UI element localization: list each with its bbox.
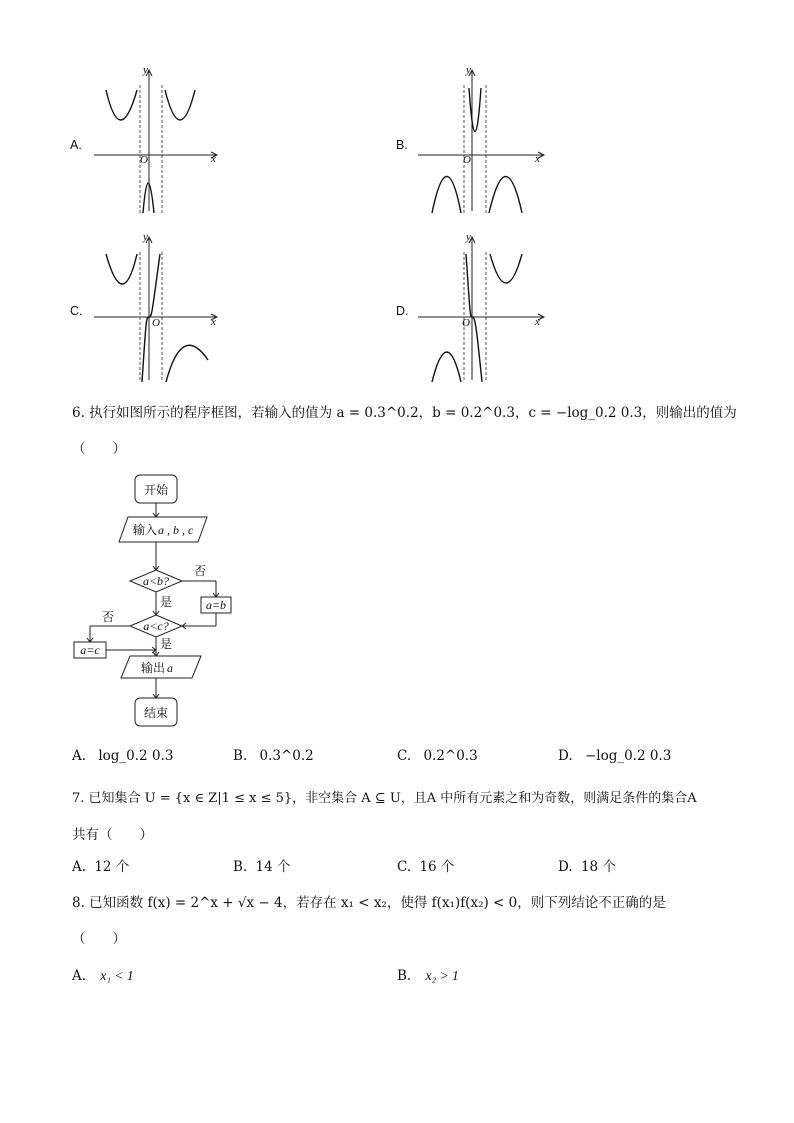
q7-stem-line1: 7. 已知集合 U = {x ∈ Z|1 ≤ x ≤ 5}，非空集合 A ⊆ U，且A 中所有元素之和为奇数，则满足条件的集合A	[72, 791, 697, 806]
option-label: A.	[72, 748, 87, 764]
q7-stem-line2: 共有（ ）	[72, 827, 153, 843]
flowchart	[70, 470, 310, 740]
flowchart-start-label: 开始	[143, 483, 169, 497]
option-label: D.	[396, 304, 409, 318]
flowchart-condition-2-label: a<c?	[143, 619, 169, 633]
option-label: A.	[72, 859, 87, 875]
q8-option-a	[72, 969, 134, 984]
flowchart-input-prefix: 输入	[133, 523, 158, 537]
flowchart-output-prefix: 输出	[141, 661, 166, 675]
y-axis-label: y	[143, 231, 148, 243]
x-axis-label: x	[535, 316, 540, 328]
q8-paren: （ ）	[72, 931, 126, 947]
option-label: A.	[72, 968, 87, 984]
q6-option-b	[233, 750, 314, 764]
flowchart-condition-1-label: a<b?	[142, 574, 170, 588]
option-text: x₂ > 1	[425, 968, 459, 983]
q7-option-b	[233, 861, 291, 875]
option-text: 14 个	[255, 859, 291, 875]
option-label: D.	[558, 748, 573, 764]
origin-label: O	[463, 154, 471, 166]
q6-stem: 6. 执行如图所示的程序框图，若输入的值为 a = 0.3^0.2，b = 0.2^0.3，c = −log_0.2 0.3，则输出的值为	[72, 405, 737, 421]
graph-b	[414, 65, 549, 215]
flowchart-assign-2-label: a=c	[80, 643, 100, 657]
option-text: 12 个	[94, 859, 130, 875]
q8-stem: 8. 已知函数 f(x) = 2^x + √x − 4，若存在 x₁ < x₂，使得 f(x₁)f(x₂) < 0，则下列结论不正确的是	[72, 895, 666, 911]
q7-option-a	[72, 861, 129, 875]
flowchart-assign-1-label: a=b	[205, 598, 227, 612]
option-label: C.	[70, 304, 83, 318]
flowchart-no-2: 否	[102, 610, 115, 624]
y-axis-label: y	[466, 64, 471, 76]
q7-option-d	[558, 861, 616, 875]
q6-option-d	[558, 750, 671, 764]
option-text: 0.2^0.3	[423, 748, 478, 764]
option-label: B.	[233, 748, 248, 764]
option-text: 16 个	[419, 859, 455, 875]
flowchart-no-1: 否	[194, 564, 207, 578]
y-axis-label: y	[466, 231, 471, 243]
flowchart-yes-1: 是	[160, 595, 173, 609]
x-axis-label: x	[211, 316, 216, 328]
option-label: C.	[397, 748, 412, 764]
graph-d	[414, 232, 549, 384]
q7-option-c	[397, 861, 454, 875]
origin-label: O	[140, 154, 148, 166]
option-text: 18 个	[580, 859, 616, 875]
flowchart-input-vars: a , b , c	[158, 523, 194, 537]
option-text: −log_0.2 0.3	[584, 748, 672, 764]
option-text: x₁ < 1	[100, 968, 134, 983]
graph-a	[90, 65, 220, 215]
option-label: B.	[233, 859, 248, 875]
q8-option-b	[397, 969, 459, 984]
x-axis-label: x	[535, 153, 540, 165]
q6-option-c	[397, 750, 478, 764]
graph-c	[90, 232, 225, 384]
flowchart-output-var: a	[167, 661, 173, 675]
y-axis-label: y	[143, 64, 148, 76]
origin-label: O	[152, 317, 160, 329]
q6-option-a	[72, 750, 173, 764]
option-label: D.	[558, 859, 573, 875]
x-axis-label: x	[211, 153, 216, 165]
flowchart-end-label: 结束	[143, 706, 169, 720]
option-label: C.	[397, 859, 412, 875]
option-text: log_0.2 0.3	[98, 748, 174, 764]
origin-label: O	[462, 317, 470, 329]
option-label: A.	[70, 138, 82, 152]
option-label: B.	[397, 968, 412, 984]
option-text: 0.3^0.2	[259, 748, 314, 764]
flowchart-yes-2: 是	[160, 637, 173, 651]
option-label: B.	[396, 138, 408, 152]
q6-paren: （ ）	[72, 441, 126, 457]
